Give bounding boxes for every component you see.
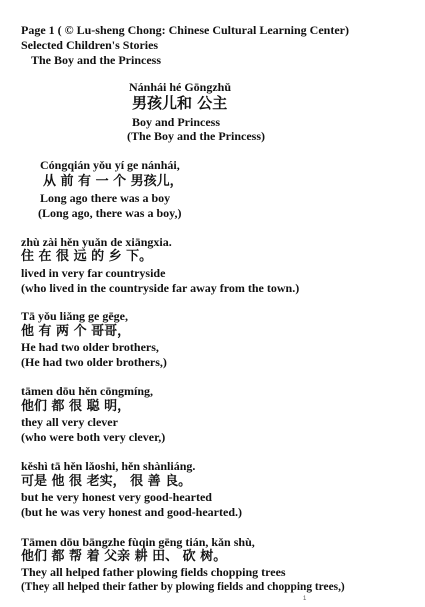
- title-pinyin: Nánhái hé Gōngzhǔ: [129, 80, 232, 94]
- paragraph-1-translation: (Long ago, there was a boy,): [38, 206, 182, 220]
- paragraph-1-pinyin: Cóngqián yǒu yí ge nánhái,: [40, 158, 180, 172]
- paragraph-4-translation: (who were both very clever,): [21, 430, 166, 444]
- paragraph-5-pinyin: kěshì tā hěn lǎoshi, hěn shànliáng.: [21, 459, 196, 473]
- paragraph-1-english: Long ago there was a boy: [40, 191, 171, 205]
- paragraph-6-pinyin: Tāmen dōu bāngzhe fùqin gēng tián, kǎn shù,: [21, 535, 255, 549]
- paragraph-2-english: lived in very far countryside: [21, 266, 166, 280]
- paragraph-3-translation: (He had two older brothers,): [21, 355, 167, 369]
- paragraph-4-pinyin: tāmen dōu hěn cōngmíng,: [21, 384, 154, 398]
- title-translation: (The Boy and the Princess): [127, 129, 265, 143]
- paragraph-3-english: He had two older brothers,: [21, 340, 159, 354]
- page-number: 1: [303, 596, 307, 602]
- title-english: Boy and Princess: [132, 115, 221, 129]
- paragraph-6-chinese: 他们 都 帮 着 父亲 耕 田、 砍 树。: [21, 549, 227, 564]
- paragraph-4-english: they all very clever: [21, 415, 118, 429]
- header-source-line: Page 1 ( © Lu-sheng Chong: Chinese Cultural Learning Center): [21, 23, 349, 37]
- paragraph-5-chinese: 可是 他 很 老实， 很 善 良。: [21, 474, 192, 489]
- paragraph-2-chinese: 住 在 很 远 的 乡 下。: [21, 249, 153, 264]
- paragraph-5-english: but he very honest very good-hearted: [21, 490, 212, 504]
- title-chinese: 男孩儿和 公主: [132, 94, 228, 112]
- paragraph-1-chinese: 从 前 有 一 个 男孩儿，: [43, 174, 183, 189]
- paragraph-6-english: They all helped father plowing fields chopping trees: [21, 565, 286, 579]
- paragraph-3-chinese: 他 有 两 个 哥哥，: [21, 324, 131, 339]
- header-story-title: The Boy and the Princess: [31, 53, 162, 67]
- paragraph-3-pinyin: Tā yǒu liǎng ge gēge,: [21, 309, 128, 323]
- paragraph-4-chinese: 他们 都 很 聪 明，: [21, 399, 131, 414]
- paragraph-2-pinyin: zhù zài hěn yuǎn de xiāngxia.: [21, 235, 172, 249]
- header-collection-title: Selected Children's Stories: [21, 38, 159, 52]
- paragraph-6-translation: (They all helped their father by plowing fields and chopping trees,): [21, 581, 345, 593]
- paragraph-2-translation: (who lived in the countryside far away from the town.): [21, 281, 300, 295]
- paragraph-5-translation: (but he was very honest and good-hearted.): [21, 505, 243, 519]
